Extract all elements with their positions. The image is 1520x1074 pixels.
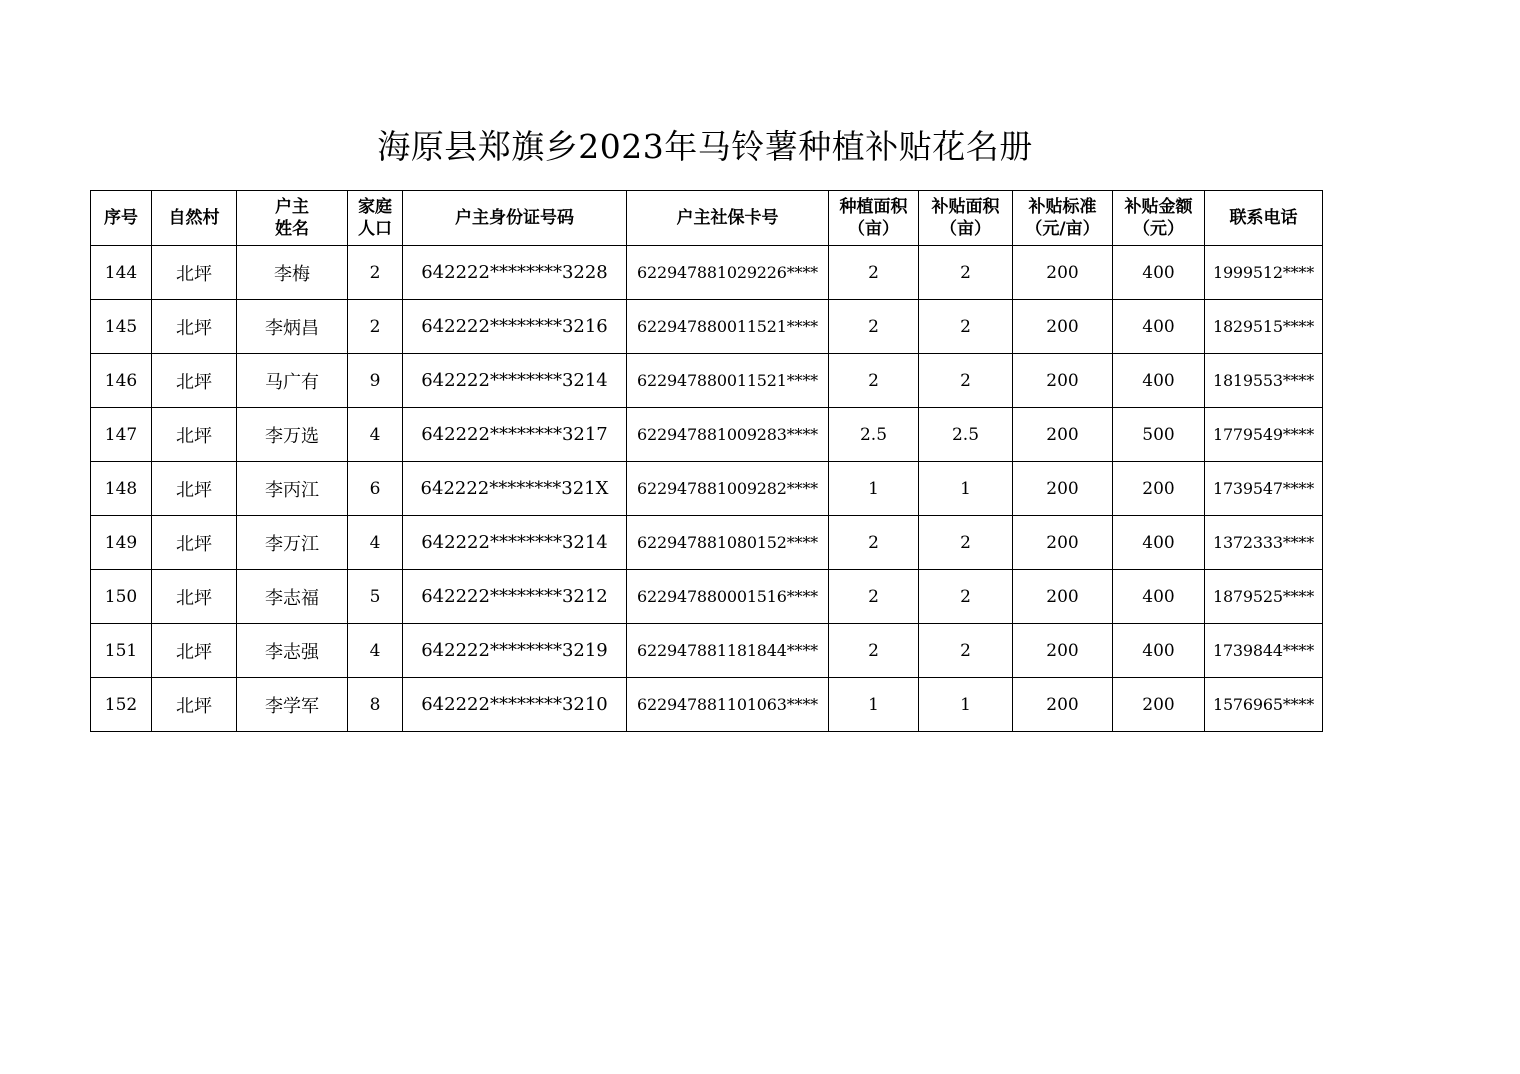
- table-row: [91, 462, 1323, 516]
- cell-village: 北坪: [152, 516, 237, 570]
- column-header-planted-area: [829, 191, 919, 246]
- cell-household: 4: [348, 624, 403, 678]
- table-row: [91, 516, 1323, 570]
- cell-standard: 200: [1013, 246, 1113, 300]
- column-header-line: 补贴面积: [931, 197, 1000, 217]
- cell-household: 4: [348, 408, 403, 462]
- cell-social-card: 622947881009282****: [627, 462, 829, 516]
- cell-id-number: 642222********3219: [403, 624, 627, 678]
- cell-phone: 1739844****: [1205, 624, 1323, 678]
- cell-household: 2: [348, 246, 403, 300]
- cell-planted-area: 2: [829, 570, 919, 624]
- cell-index: 147: [91, 408, 152, 462]
- cell-id-number: 642222********3216: [403, 300, 627, 354]
- table-row: [91, 624, 1323, 678]
- column-header-line: （亩）: [848, 219, 899, 239]
- cell-subsidy-area: 2: [919, 246, 1013, 300]
- cell-social-card: 622947880011521****: [627, 300, 829, 354]
- cell-village: 北坪: [152, 354, 237, 408]
- cell-standard: 200: [1013, 678, 1113, 732]
- cell-planted-area: 2: [829, 246, 919, 300]
- cell-index: 150: [91, 570, 152, 624]
- cell-planted-area: 2: [829, 624, 919, 678]
- cell-id-number: 642222********3214: [403, 516, 627, 570]
- column-header-subsidy-area: [919, 191, 1013, 246]
- document-title: 海原县郑旗乡2023年马铃薯种植补贴花名册: [377, 127, 1033, 166]
- cell-index: 152: [91, 678, 152, 732]
- cell-id-number: 642222********321X: [403, 462, 627, 516]
- cell-phone: 1779549****: [1205, 408, 1323, 462]
- cell-amount: 400: [1113, 570, 1205, 624]
- cell-village: 北坪: [152, 570, 237, 624]
- cell-phone: 1999512****: [1205, 246, 1323, 300]
- cell-social-card: 622947881080152****: [627, 516, 829, 570]
- cell-name: 马广有: [237, 354, 348, 408]
- table-row: [91, 678, 1323, 732]
- column-header-line: 家庭: [358, 197, 392, 217]
- table-row: [91, 408, 1323, 462]
- cell-id-number: 642222********3228: [403, 246, 627, 300]
- cell-social-card: 622947881101063****: [627, 678, 829, 732]
- table-row: [91, 300, 1323, 354]
- cell-phone: 1819553****: [1205, 354, 1323, 408]
- cell-standard: 200: [1013, 408, 1113, 462]
- cell-subsidy-area: 1: [919, 678, 1013, 732]
- cell-social-card: 622947880011521****: [627, 354, 829, 408]
- cell-standard: 200: [1013, 624, 1113, 678]
- header-row: [91, 191, 1323, 246]
- cell-social-card: 622947881009283****: [627, 408, 829, 462]
- table-header: [91, 191, 1323, 246]
- cell-planted-area: 1: [829, 678, 919, 732]
- column-header-line: 自然村: [168, 208, 220, 228]
- cell-amount: 400: [1113, 624, 1205, 678]
- table-row: [91, 354, 1323, 408]
- cell-village: 北坪: [152, 300, 237, 354]
- cell-standard: 200: [1013, 570, 1113, 624]
- cell-name: 李炳昌: [237, 300, 348, 354]
- column-header-line: 户主社保卡号: [676, 208, 779, 228]
- cell-phone: 1829515****: [1205, 300, 1323, 354]
- cell-name: 李万江: [237, 516, 348, 570]
- cell-planted-area: 2: [829, 300, 919, 354]
- cell-planted-area: 2.5: [829, 408, 919, 462]
- cell-amount: 400: [1113, 354, 1205, 408]
- cell-subsidy-area: 2: [919, 570, 1013, 624]
- cell-household: 2: [348, 300, 403, 354]
- column-header-line: （亩）: [940, 219, 991, 239]
- column-header-line: 序号: [104, 208, 138, 228]
- column-header-village: [152, 191, 237, 246]
- cell-amount: 200: [1113, 678, 1205, 732]
- cell-name: 李梅: [237, 246, 348, 300]
- cell-social-card: 622947881181844****: [627, 624, 829, 678]
- cell-amount: 200: [1113, 462, 1205, 516]
- cell-standard: 200: [1013, 516, 1113, 570]
- cell-name: 李丙江: [237, 462, 348, 516]
- column-header-line: （元）: [1133, 219, 1184, 239]
- cell-subsidy-area: 1: [919, 462, 1013, 516]
- cell-phone: 1576965****: [1205, 678, 1323, 732]
- cell-household: 4: [348, 516, 403, 570]
- cell-name: 李万选: [237, 408, 348, 462]
- cell-amount: 400: [1113, 246, 1205, 300]
- cell-village: 北坪: [152, 408, 237, 462]
- cell-planted-area: 2: [829, 354, 919, 408]
- subsidy-roster-table: [90, 190, 1323, 732]
- cell-standard: 200: [1013, 462, 1113, 516]
- column-header-line: 补贴标准: [1028, 197, 1097, 217]
- table-body: [91, 246, 1323, 732]
- cell-village: 北坪: [152, 246, 237, 300]
- cell-subsidy-area: 2.5: [919, 408, 1013, 462]
- column-header-line: 人口: [358, 219, 392, 239]
- column-header-phone: [1205, 191, 1323, 246]
- cell-village: 北坪: [152, 678, 237, 732]
- column-header-line: 姓名: [275, 219, 309, 239]
- column-header-line: 户主: [275, 197, 309, 217]
- cell-subsidy-area: 2: [919, 624, 1013, 678]
- cell-amount: 500: [1113, 408, 1205, 462]
- cell-index: 144: [91, 246, 152, 300]
- cell-phone: 1372333****: [1205, 516, 1323, 570]
- column-header-index: [91, 191, 152, 246]
- cell-subsidy-area: 2: [919, 300, 1013, 354]
- column-header-line: 户主身份证号码: [455, 208, 574, 228]
- cell-index: 148: [91, 462, 152, 516]
- column-header-line: 补贴金额: [1124, 197, 1193, 217]
- column-header-name: [237, 191, 348, 246]
- column-header-social-card: [627, 191, 829, 246]
- column-header-line: 联系电话: [1229, 208, 1298, 228]
- cell-index: 151: [91, 624, 152, 678]
- cell-village: 北坪: [152, 624, 237, 678]
- cell-phone: 1879525****: [1205, 570, 1323, 624]
- table-row: [91, 570, 1323, 624]
- cell-id-number: 642222********3214: [403, 354, 627, 408]
- table-row: [91, 246, 1323, 300]
- cell-index: 149: [91, 516, 152, 570]
- cell-household: 6: [348, 462, 403, 516]
- cell-name: 李志福: [237, 570, 348, 624]
- column-header-amount: [1113, 191, 1205, 246]
- cell-village: 北坪: [152, 462, 237, 516]
- cell-amount: 400: [1113, 516, 1205, 570]
- cell-subsidy-area: 2: [919, 516, 1013, 570]
- column-header-id-number: [403, 191, 627, 246]
- column-header-line: （元/亩）: [1025, 219, 1100, 239]
- cell-household: 9: [348, 354, 403, 408]
- cell-social-card: 622947880001516****: [627, 570, 829, 624]
- cell-name: 李志强: [237, 624, 348, 678]
- cell-standard: 200: [1013, 354, 1113, 408]
- cell-id-number: 642222********3212: [403, 570, 627, 624]
- column-header-line: 种植面积: [839, 197, 908, 217]
- cell-id-number: 642222********3217: [403, 408, 627, 462]
- cell-index: 146: [91, 354, 152, 408]
- cell-household: 8: [348, 678, 403, 732]
- cell-index: 145: [91, 300, 152, 354]
- cell-social-card: 622947881029226****: [627, 246, 829, 300]
- cell-household: 5: [348, 570, 403, 624]
- cell-planted-area: 1: [829, 462, 919, 516]
- cell-planted-area: 2: [829, 516, 919, 570]
- column-header-household: [348, 191, 403, 246]
- cell-name: 李学军: [237, 678, 348, 732]
- cell-id-number: 642222********3210: [403, 678, 627, 732]
- cell-amount: 400: [1113, 300, 1205, 354]
- column-header-standard: [1013, 191, 1113, 246]
- cell-phone: 1739547****: [1205, 462, 1323, 516]
- cell-subsidy-area: 2: [919, 354, 1013, 408]
- cell-standard: 200: [1013, 300, 1113, 354]
